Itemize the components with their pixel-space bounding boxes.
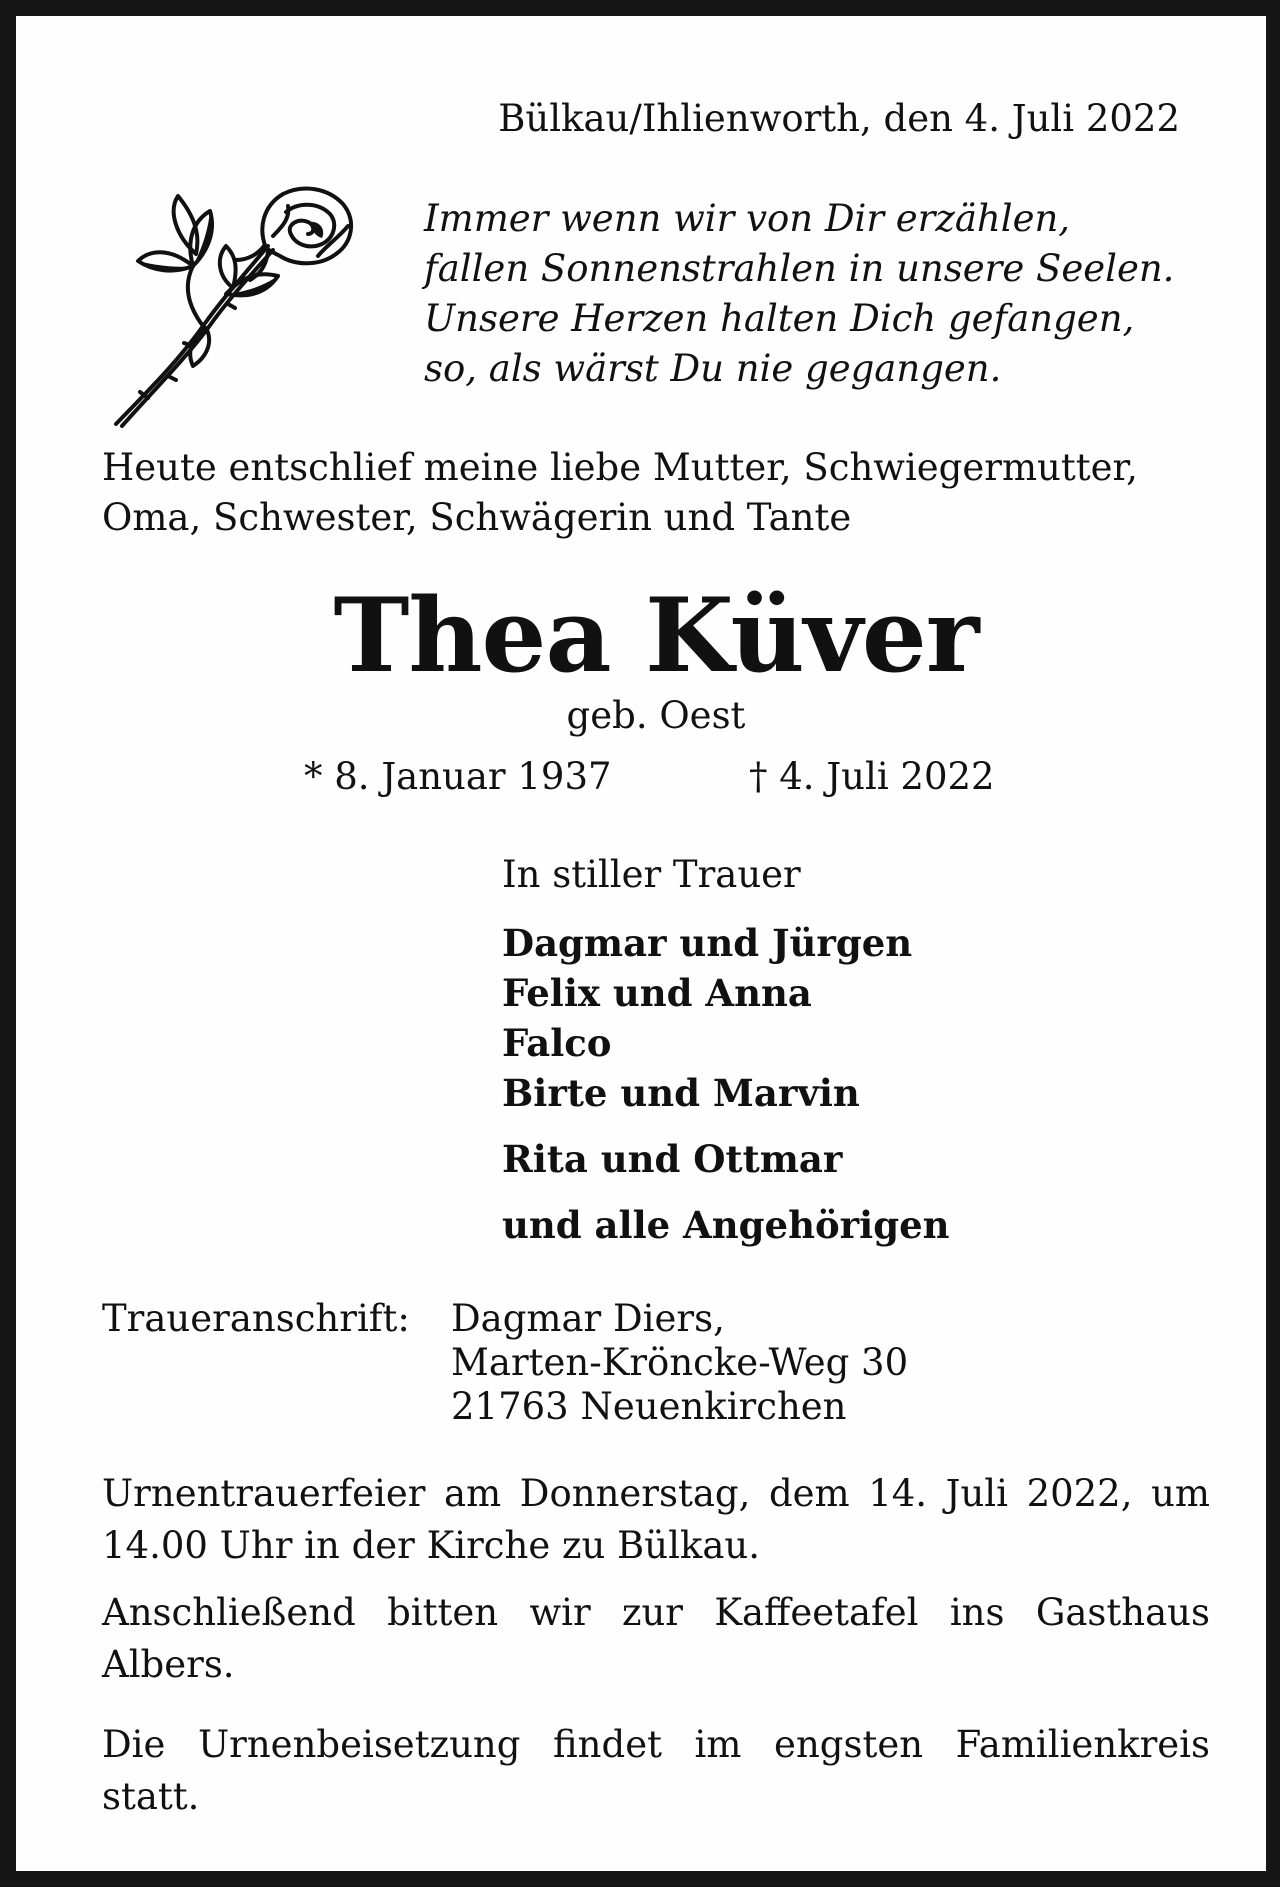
death-date: † 4. Juli 2022	[749, 755, 995, 798]
paragraph-line: Albers.	[102, 1643, 235, 1686]
paragraph-line: Urnentrauerfeier am Donnerstag, dem 14. Juli 2022, um	[102, 1472, 1210, 1515]
address-lines	[451, 1297, 908, 1429]
mourner-name: Birte und Marvin	[502, 1071, 860, 1115]
place-date: Bülkau/Ihlienworth, den 4. Juli 2022	[498, 97, 1180, 140]
mourner-name: Falco	[502, 1021, 612, 1065]
poem-line: Immer wenn wir von Dir erzählen,	[424, 197, 1071, 240]
address-line: Dagmar Diers,	[451, 1297, 725, 1340]
mourner-name: und alle Angehörigen	[502, 1203, 950, 1247]
rose-icon	[108, 176, 358, 436]
paragraph-line: statt.	[102, 1775, 200, 1818]
paragraph-line: Die Urnenbeisetzung findet im engsten Familienkreis	[102, 1723, 1210, 1766]
address-line: Marten-Kröncke-Weg 30	[451, 1341, 909, 1384]
address-label: Traueranschrift:	[102, 1297, 410, 1340]
poem-line: so, als wärst Du nie gegangen.	[424, 347, 1002, 390]
intro-line: Heute entschlief meine liebe Mutter, Schwiegermutter,	[102, 446, 1138, 489]
mourner-name: Felix und Anna	[502, 971, 812, 1015]
burial-paragraph	[102, 1719, 1210, 1823]
poem-line: Unsere Herzen halten Dich gefangen,	[424, 297, 1135, 340]
deceased-name: Thea Küver	[333, 576, 979, 696]
ceremony-paragraph	[102, 1468, 1210, 1572]
poem	[424, 194, 1174, 394]
paragraph-line: Anschließend bitten wir zur Kaffeetafel ins Gasthaus	[102, 1591, 1210, 1634]
birth-date: * 8. Januar 1937	[304, 755, 612, 798]
poem-line: fallen Sonnenstrahlen in unsere Seelen.	[424, 247, 1175, 290]
intro-text	[102, 443, 1138, 543]
mourners-list	[502, 918, 950, 1250]
intro-line: Oma, Schwester, Schwägerin und Tante	[102, 496, 852, 539]
mourning-label: In stiller Trauer	[502, 853, 801, 896]
coffee-paragraph	[102, 1587, 1210, 1691]
paragraph-line: 14.00 Uhr in der Kirche zu Bülkau.	[102, 1524, 760, 1567]
mourner-name: Rita und Ottmar	[502, 1137, 843, 1181]
mourner-name: Dagmar und Jürgen	[502, 921, 913, 965]
address-line: 21763 Neuenkirchen	[451, 1385, 847, 1428]
maiden-name: geb. Oest	[566, 694, 746, 737]
